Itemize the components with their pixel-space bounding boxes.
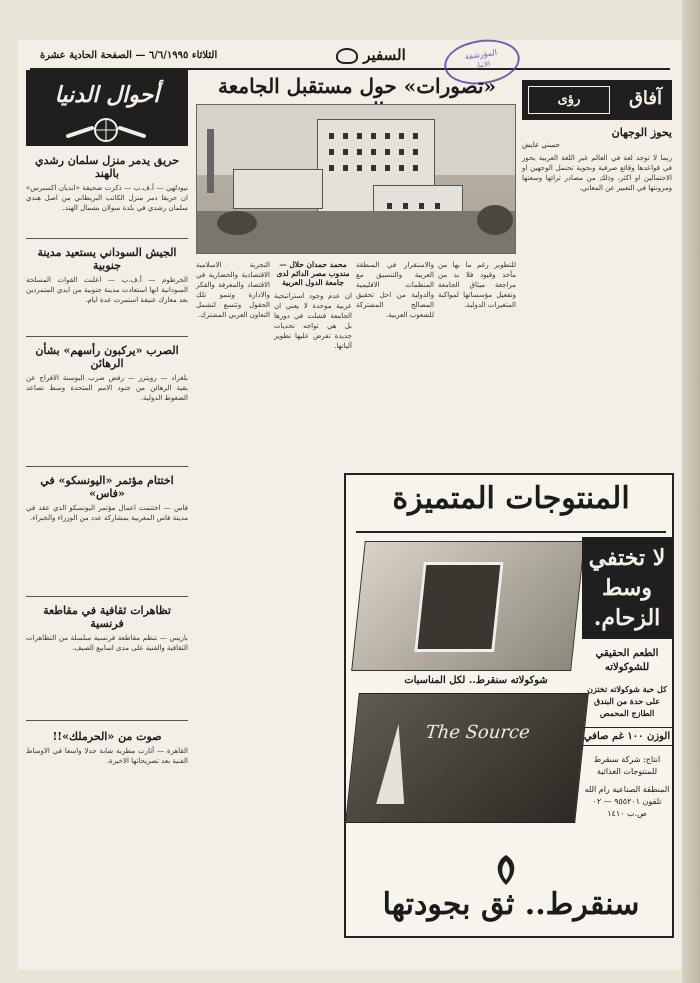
column-body: ربما لا توجد لغة في العالم غير اللغة العربية يحوز في قواعدها وقائع صرفية ونحوية تحتمل الوجهين او الاحتمالين او اكثر، وذلك من مصادر ثرائها وسعتها ومرونتها في التعبير عن المعاني. xyxy=(522,154,672,192)
arab-league-building-photo xyxy=(196,104,516,254)
divider xyxy=(26,596,188,597)
stamp-line-2: الانبار xyxy=(474,59,491,71)
photo-tree xyxy=(217,211,257,235)
article-title: حريق يدمر منزل سلمان رشدي بالهند xyxy=(34,154,180,180)
article-byline: محمد حمدان حلال — مندوب مصر الدائم لدى جامعة الدول العربية xyxy=(276,260,350,287)
ad-subtitle: الطعم الحقيقي للشوكولاته xyxy=(595,648,659,673)
ad-description: كل حبة شوكولاته تختزن على حدة من البندق الطازج المحمص xyxy=(587,684,667,718)
article-text: للتطوير رغم ما بها من مآخذ وقيود فلا بد من مراجعة ميثاق الجامعة وتفعيل مؤسساتها لمواكبة المتغيرات الدولية. xyxy=(438,261,516,309)
logo-icon xyxy=(336,48,358,64)
article-body: باريس — تنظم مقاطعة فرنسية سلسلة من التظاهرات الثقافية والفنية على مدى اسابيع الصيف. xyxy=(26,634,188,652)
ad-slogan: لا تختفي وسط الزحام. xyxy=(582,537,672,639)
column-label: آفاق xyxy=(628,88,662,109)
middle-column-1 xyxy=(438,260,516,310)
ad-footer-slogan: سنقرط.. ثق بجودتها xyxy=(382,887,640,922)
masthead-title: أحوال الدنيا xyxy=(54,82,160,108)
left-article-6 xyxy=(26,730,188,766)
page-fold-shadow xyxy=(682,0,700,983)
ad-rule xyxy=(356,531,666,533)
article-title: صوت من «الحرملك»!! xyxy=(52,730,162,743)
middle-column-2 xyxy=(356,260,434,320)
middle-column-4 xyxy=(196,260,270,320)
article-text: والاستقرار في المنطقة العربية والتنسيق مع المنظمات الاقليمية والدولية من اجل تحقيق المصالح المشتركة للشعوب العربية. xyxy=(356,261,434,319)
divider xyxy=(26,336,188,337)
column-masthead xyxy=(26,70,188,146)
photo-tree xyxy=(477,205,513,235)
eiffel-tower-icon xyxy=(376,724,412,804)
article-body: بلغراد — رويترز — رفض صرب البوسنة الافراج عن بقية الرهائن من جنود الامم المتحدة وسط تصاعد الضغوط الدولية. xyxy=(26,374,188,402)
left-column xyxy=(26,70,188,950)
middle-column-3 xyxy=(274,260,352,351)
left-article-4 xyxy=(26,474,188,523)
article-title: الصرب «يركبون رأسهم» بشأن الرهائن xyxy=(35,344,179,370)
package-brand: The Source xyxy=(424,722,531,743)
article-title: تظاهرات ثقافية في مقاطعة فرنسية xyxy=(43,604,171,630)
article-body: فاس — اختتمت اعمال مؤتمر اليونسكو الذي عقد في مدينة فاس المغربية بمشاركة عدد من الوزراء والخبراء. xyxy=(26,504,188,522)
column-author: حسني عايش xyxy=(522,141,560,149)
left-article-1 xyxy=(26,154,188,213)
chocolate-box-inner xyxy=(414,562,503,652)
chocolate-box-image xyxy=(351,541,585,671)
column-box: رؤى xyxy=(528,86,610,114)
page-header xyxy=(18,44,683,70)
globe-hands-icon xyxy=(66,112,146,142)
ad-maker: انتاج: شركة سنقرط للمنتوجات الغذائية xyxy=(593,755,661,776)
article-text: التجربة الاسلامية الاقتصادية والحضارية في الاقتصاد والمعرفة والفكر والادارة وتنمو تلك الحقول وتتسع لتشمل التعاون العربي المشترك. xyxy=(196,261,270,319)
article-title: اختتام مؤتمر «اليونسكو» في «فاس» xyxy=(40,474,174,500)
ad-side-panel xyxy=(582,537,672,857)
photo-low-building xyxy=(233,169,323,209)
ad-weight: الوزن ١٠٠ غم صافي xyxy=(582,727,672,746)
article-text: ان عدم وجود استراتيجية عربية موحدة لا يعني ان الجامعة فشلت في دورها بل هي تواجه تحديات جديدة تفرض عليها تطوير آلياتها. xyxy=(274,292,352,350)
divider xyxy=(26,720,188,721)
stamp-line-1: المؤرشفة xyxy=(464,47,498,62)
article-body: الخرطوم — أ.ف.ب — اعلنت القوات المسلحة السودانية انها استعادت مدينة جنوبية من ايدي المتمردين بعد معارك عنيفة استمرت عدة ايام. xyxy=(26,276,188,304)
article-title: الجيش السوداني يستعيد مدينة جنوبية xyxy=(37,246,177,272)
newspaper-logo xyxy=(336,46,406,64)
header-date: الثلاثاء ٦/٦/١٩٩٥ — الصفحة الحادية عشرة xyxy=(40,50,218,61)
ad-address: المنطقة الصناعية رام الله تلفون ٩٥٥٢٠١ — ٠٢ ص.ب ١٤١٠ xyxy=(584,785,670,818)
logo-text: السفير xyxy=(363,46,406,64)
divider xyxy=(26,238,188,239)
column-title: يحوز الوجهان xyxy=(611,126,672,139)
column-header-afaq xyxy=(522,80,672,120)
left-article-3 xyxy=(26,344,188,403)
chocolate-advertisement xyxy=(344,473,674,938)
left-article-5 xyxy=(26,604,188,653)
divider xyxy=(26,466,188,467)
right-column xyxy=(522,80,672,193)
chocolate-package-image xyxy=(345,693,589,823)
ad-caption: شوكولاته سنقرط.. لكل المناسبات xyxy=(404,675,548,686)
main-headline: «تصورات» حول مستقبل الجامعة xyxy=(217,74,497,98)
article-body: نيودلهي — أ.ف.ب — ذكرت صحيفة «انديان اكسبرس» ان حريقا دمر منزل الكاتب البريطاني من اصل هندي سلمان رشدي في بلدة سولان بشمال الهند. xyxy=(26,184,188,212)
sinokrot-logo-icon xyxy=(486,853,526,887)
left-article-2 xyxy=(26,246,188,305)
photo-minaret xyxy=(207,129,214,193)
article-body: القاهرة — أثارت مطربة شابة جدلا واسعا في الاوساط الفنية بعد تصريحاتها الاخيرة. xyxy=(26,747,188,765)
ad-title: المنتوجات المتميزة xyxy=(392,481,630,516)
